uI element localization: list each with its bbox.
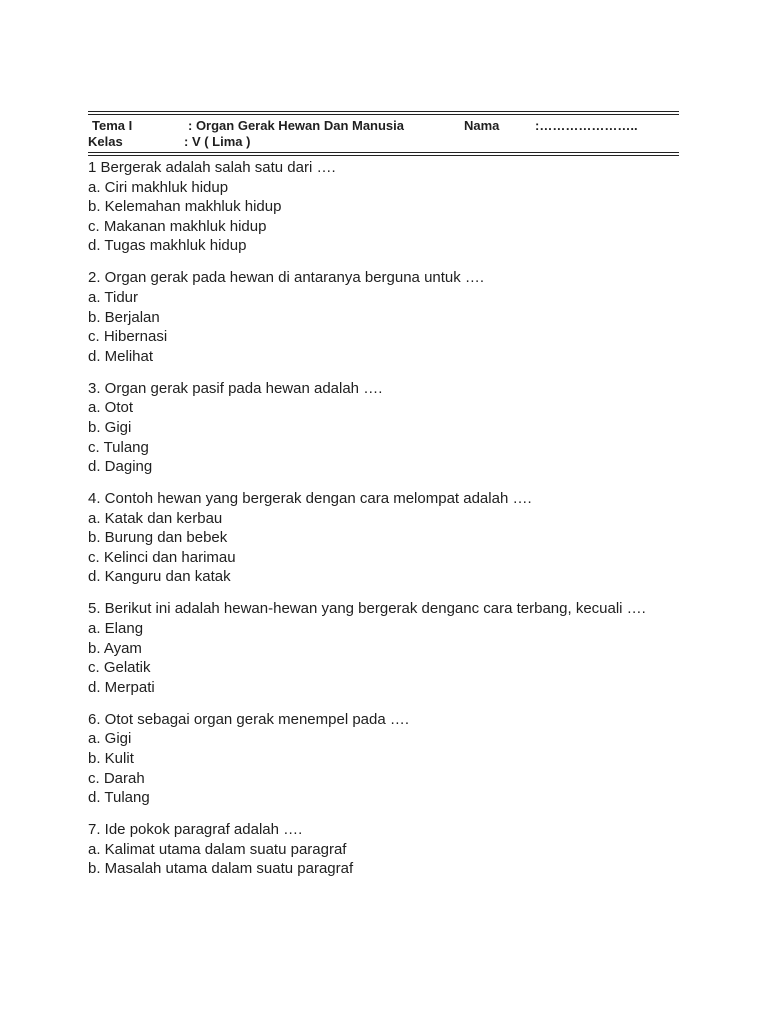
- option-d: d. Merpati: [88, 678, 155, 696]
- tema-value: : Organ Gerak Hewan Dan Manusia: [188, 118, 405, 133]
- tema-label: Tema I: [92, 118, 133, 133]
- option-b: b. Kulit: [88, 749, 134, 767]
- option-d: d. Tugas makhluk hidup: [88, 237, 247, 255]
- option-a: a. Elang: [88, 620, 144, 638]
- nama-value: :…………………..: [535, 118, 638, 133]
- nama-label: Nama: [464, 118, 500, 133]
- question-text: 6. Otot sebagai organ gerak menempel pada ….: [88, 710, 410, 728]
- option-d: d. Tulang: [88, 789, 150, 807]
- question-text: 2. Organ gerak pada hewan di antaranya berguna untuk ….: [88, 269, 485, 287]
- option-b: b. Gigi: [88, 418, 132, 436]
- question-list: [88, 156, 679, 879]
- question-2: [88, 268, 679, 366]
- option-b: b. Masalah utama dalam suatu paragraf: [88, 860, 354, 878]
- option-b: b. Burung dan bebek: [88, 529, 228, 547]
- option-c: c. Darah: [88, 769, 145, 787]
- option-d: d. Melihat: [88, 347, 154, 365]
- option-a: a. Gigi: [88, 730, 132, 748]
- kelas-value: : V ( Lima ): [184, 134, 251, 149]
- question-6: [88, 710, 679, 808]
- worksheet: [88, 111, 679, 891]
- question-3: [88, 379, 679, 477]
- option-a: a. Katak dan kerbau: [88, 509, 223, 527]
- header-row-tema: [88, 118, 679, 134]
- question-text: 3. Organ gerak pasif pada hewan adalah ….: [88, 379, 383, 397]
- question-text: 1 Bergerak adalah salah satu dari ….: [88, 159, 336, 176]
- option-c: c. Hibernasi: [88, 328, 168, 346]
- option-d: d. Daging: [88, 458, 153, 476]
- option-b: b. Berjalan: [88, 308, 160, 326]
- question-4: [88, 489, 679, 587]
- option-c: c. Tulang: [88, 438, 149, 456]
- question-7: [88, 820, 679, 879]
- question-1: [88, 158, 679, 256]
- option-b: b. Ayam: [88, 639, 142, 657]
- kelas-label: Kelas: [88, 134, 123, 149]
- option-c: c. Makanan makhluk hidup: [88, 217, 267, 235]
- option-a: a. Otot: [88, 399, 134, 417]
- option-a: a. Tidur: [88, 288, 139, 306]
- option-c: c. Gelatik: [88, 659, 151, 677]
- option-d: d. Kanguru dan katak: [88, 568, 231, 586]
- worksheet-header: [88, 115, 679, 152]
- option-a: a. Kalimat utama dalam suatu paragraf: [88, 840, 347, 858]
- question-5: [88, 599, 679, 697]
- option-c: c. Kelinci dan harimau: [88, 548, 236, 566]
- header-row-kelas: [88, 134, 679, 150]
- option-a: a. Ciri makhluk hidup: [88, 178, 229, 196]
- question-text: 4. Contoh hewan yang bergerak dengan cara melompat adalah ….: [88, 490, 532, 508]
- option-b: b. Kelemahan makhluk hidup: [88, 198, 282, 216]
- question-text: 5. Berikut ini adalah hewan-hewan yang bergerak denganc cara terbang, kecuali ….: [88, 600, 646, 618]
- question-text: 7. Ide pokok paragraf adalah ….: [88, 821, 303, 839]
